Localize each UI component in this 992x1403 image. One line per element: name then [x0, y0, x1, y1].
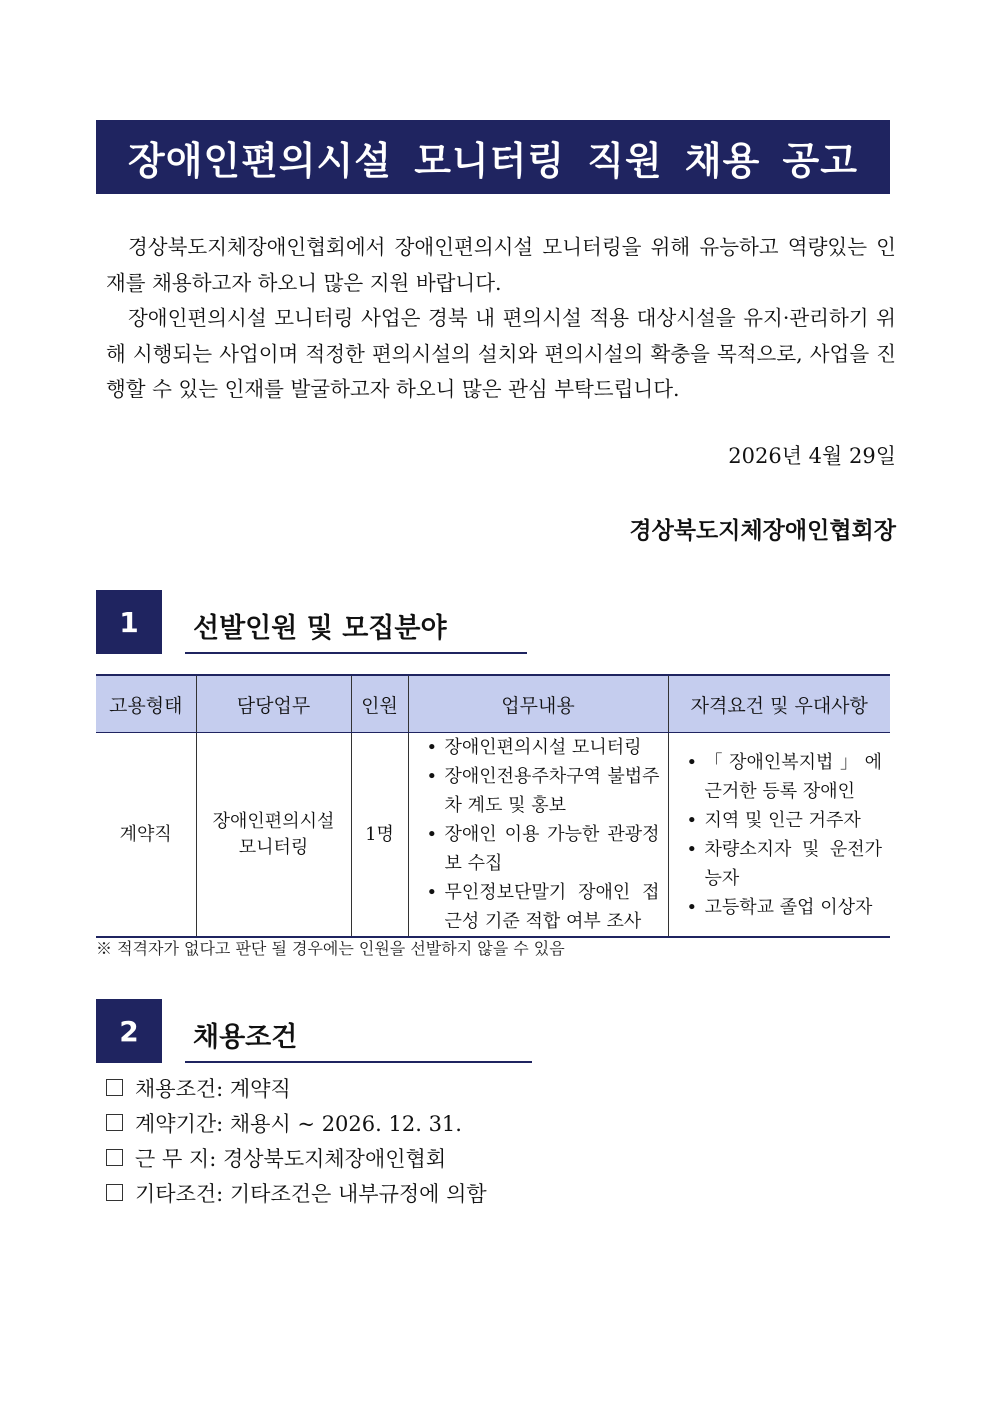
- condition-text: 계약기간: 채용시 ~ 2026. 12. 31.: [135, 1111, 462, 1136]
- duty-line-2: 모니터링: [238, 836, 309, 858]
- organization-name: 경상북도지체장애인협회장: [629, 517, 896, 544]
- qualification-item: • 고등학교 졸업 이상자: [683, 893, 883, 922]
- checkbox-icon: [106, 1149, 123, 1166]
- condition-text: 채용조건: 계약직: [135, 1076, 291, 1101]
- intro-paragraph-1: 경상북도지체장애인협회에서 장애인편의시설 모니터링을 위해 유능하고 역량있는 인재를 채용하고자 하오니 많은 지원 바랍니다.: [106, 235, 896, 295]
- checkbox-icon: [106, 1114, 123, 1131]
- table-header-row: [96, 675, 890, 733]
- section-1-number: 1: [96, 590, 162, 654]
- cell-tasks: [408, 733, 668, 938]
- condition-text: 근 무 지: 경상북도지체장애인협회: [135, 1146, 447, 1171]
- intro-paragraph-2: 장애인편의시설 모니터링 사업은 경북 내 편의시설 적용 대상시설을 유지·관리하기 위해 시행되는 사업이며 적정한 편의시설의 설치와 편의시설의 확충을 목적으로, 사업을 진행할 수 있는 인재를 발굴하고자 하오니 많은 관심 부탁드립니다.: [106, 306, 896, 401]
- list-item: [106, 1070, 487, 1105]
- selection-note: ※ 적격자가 없다고 판단 될 경우에는 인원을 선발하지 않을 수 있음: [96, 939, 565, 958]
- cell-duty: [196, 733, 351, 938]
- qualification-item: • 지역 및 인근 거주자: [683, 806, 883, 835]
- duty-line-1: 장애인편의시설: [212, 810, 335, 832]
- header-employment-type: 고용형태: [96, 675, 196, 733]
- condition-text: 기타조건: 기타조건은 내부규정에 의함: [135, 1181, 487, 1206]
- header-count: 인원: [351, 675, 408, 733]
- cell-employment-type: 계약직: [96, 733, 196, 938]
- checkbox-icon: [106, 1079, 123, 1096]
- section-1-title: 선발인원 및 모집분야: [185, 598, 527, 654]
- cell-count: 1명: [351, 733, 408, 938]
- table-row: [96, 733, 890, 938]
- task-item: • 무인정보단말기 장애인 접근성 기준 적합 여부 조사: [423, 878, 660, 936]
- checkbox-icon: [106, 1184, 123, 1201]
- qualification-item: • 「장애인복지법」에 근거한 등록 장애인: [683, 748, 883, 806]
- list-item: [106, 1140, 487, 1175]
- task-item: • 장애인편의시설 모니터링: [423, 733, 660, 762]
- notice-date: 2026년 4월 29일: [728, 444, 896, 468]
- cell-qualifications: [668, 733, 890, 938]
- task-item: • 장애인전용주차구역 불법주차 계도 및 홍보: [423, 762, 660, 820]
- conditions-list: [106, 1070, 487, 1210]
- header-duty: 담당업무: [196, 675, 351, 733]
- page-title: 장애인편의시설 모니터링 직원 채용 공고: [96, 120, 890, 194]
- task-item: • 장애인 이용 가능한 관광정보 수집: [423, 820, 660, 878]
- list-item: [106, 1105, 487, 1140]
- header-qualifications: 자격요건 및 우대사항: [668, 675, 890, 733]
- list-item: [106, 1175, 487, 1210]
- header-tasks: 업무내용: [408, 675, 668, 733]
- recruitment-table: [96, 674, 890, 938]
- qualification-item: • 차량소지자 및 운전가능자: [683, 835, 883, 893]
- intro-text: [106, 230, 896, 408]
- section-2-number: 2: [96, 999, 162, 1063]
- section-2-title: 채용조건: [185, 1007, 532, 1063]
